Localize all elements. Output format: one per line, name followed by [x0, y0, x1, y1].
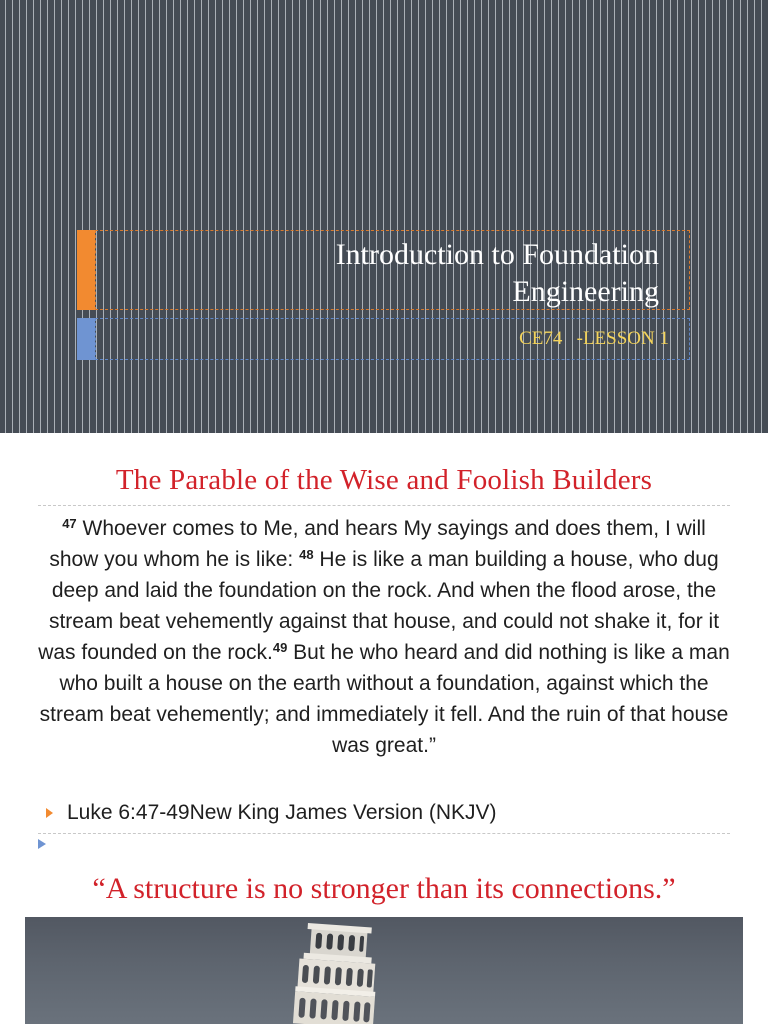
verse-text: But he who heard and did nothing is like a man who built a house on the earth without a foundation, against which the stream beat vehemently; and immediately it fell. And the ruin of that house was great.”	[39, 641, 730, 757]
quote-slide	[0, 863, 768, 1024]
empty-bullet-arrow-icon	[38, 839, 46, 849]
verse-number: 48	[299, 547, 314, 562]
scripture-passage	[38, 513, 730, 761]
slide-subtitle: CE74 -LESSON 1	[519, 328, 669, 349]
divider	[38, 505, 730, 506]
tower-illustration	[25, 917, 743, 1024]
verse-number: 47	[62, 516, 77, 531]
bullet-arrow-icon	[46, 808, 53, 818]
verse-text: Whoever comes to Me, and hears My sayings and does them, I will show you whom he is like:	[49, 517, 706, 571]
title-placeholder	[95, 230, 690, 310]
parable-heading: The Parable of the Wise and Foolish Builders	[115, 464, 653, 496]
divider	[38, 833, 730, 834]
leaning-tower-photo	[25, 917, 743, 1024]
subtitle-accent-bar	[77, 318, 95, 360]
verse-number: 49	[272, 640, 288, 655]
title-accent-bar	[77, 230, 95, 310]
verse-text: He is like a man building a house, who dug deep and laid the foundation on the rock. And when the flood arose, the stream beat vehemently against that house, and could not shake it, for it was founded on the rock.	[38, 548, 720, 664]
citation-bullet	[46, 799, 497, 827]
title-slide	[0, 0, 768, 433]
slide-title	[219, 236, 659, 310]
title-line-1: Introduction to Foundation	[335, 238, 659, 271]
citation-text: Luke 6:47-49New King James Version (NKJV)	[67, 801, 497, 824]
parable-slide	[0, 433, 768, 863]
title-line-2: Engineering	[512, 275, 659, 308]
subtitle-placeholder	[95, 318, 690, 360]
quote-text: “A structure is no stronger than its connections.”	[92, 872, 676, 905]
